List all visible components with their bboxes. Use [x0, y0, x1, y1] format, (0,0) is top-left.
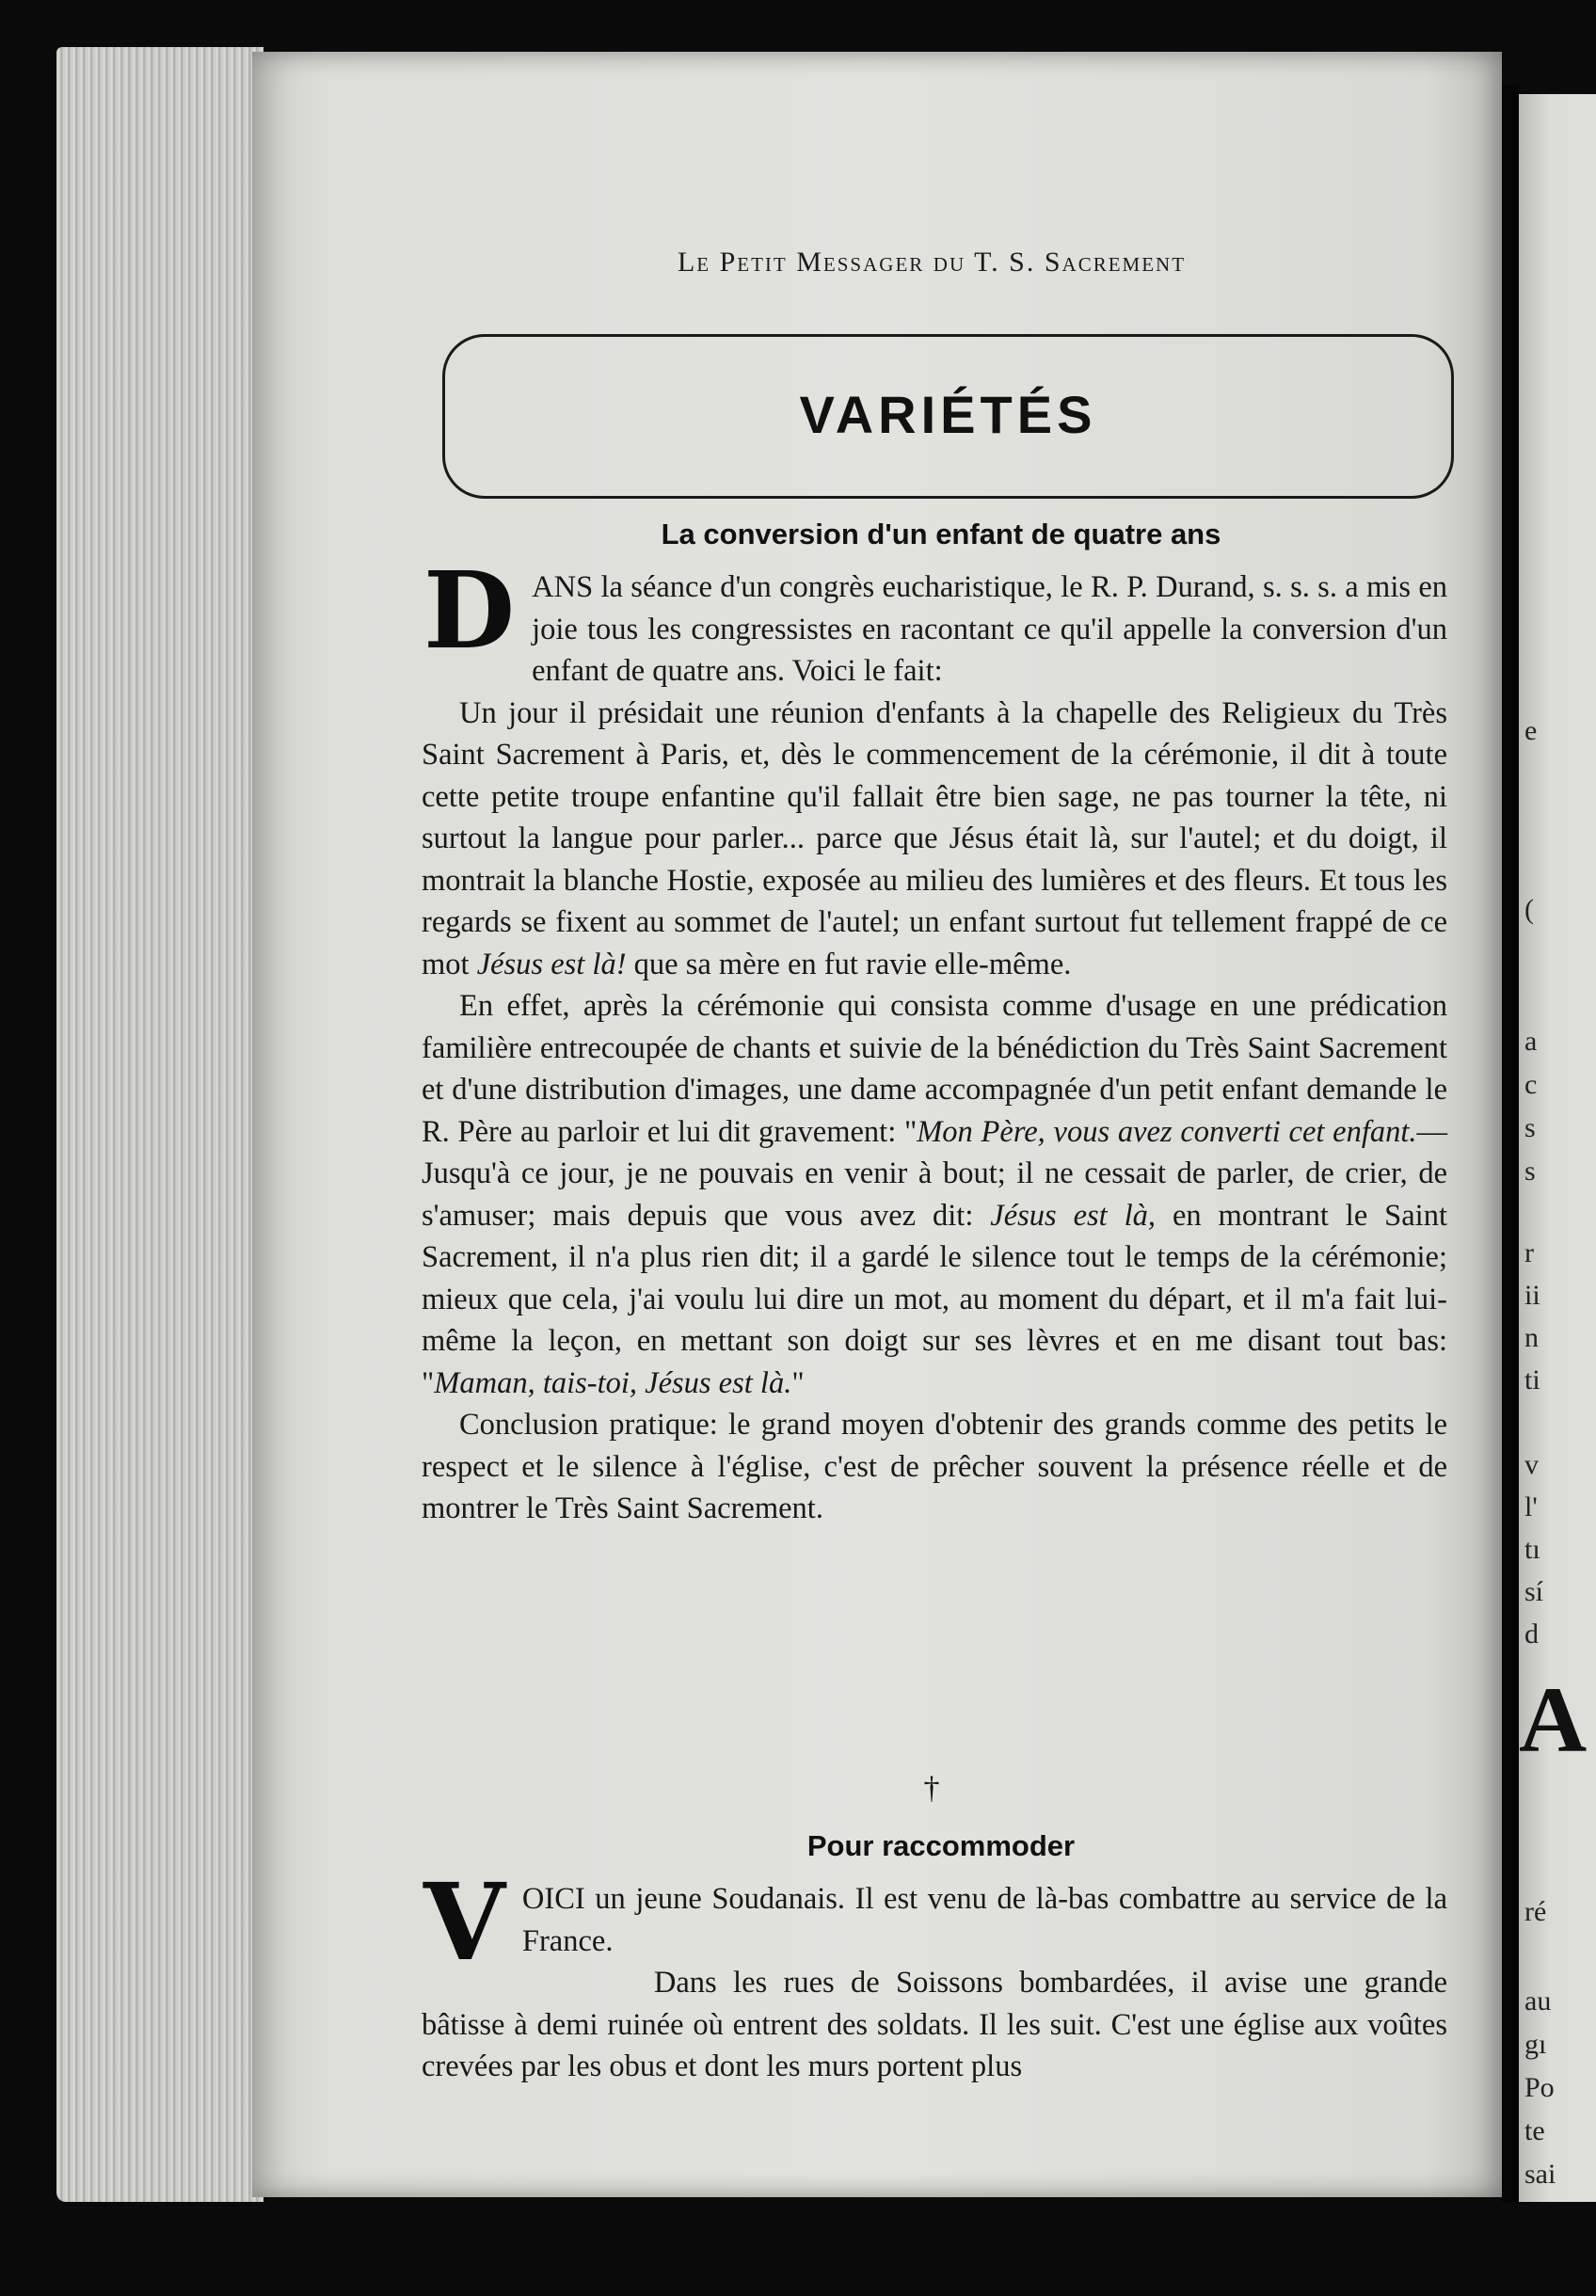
emphasis: Maman, tais-toi, Jésus est là.	[434, 1365, 792, 1400]
paragraph	[422, 1404, 1447, 1530]
section-heading-raccommoder: Pour raccommoder	[806, 1829, 1076, 1862]
paragraph	[422, 1861, 1447, 1985]
paragraph-text: — Jusqu'à ce jour, je ne pouvais en venir à bout; il ne cessait de parler, de crier, de s'amuser; mais depuis que vous avez dit:	[422, 1114, 1447, 1233]
facing-fragment: sí	[1524, 1576, 1544, 1607]
paragraph-text: que sa mère en fut ravie elle-même.	[626, 947, 1072, 981]
facing-dropcap-fragment: A	[1519, 1667, 1588, 1772]
page-stack-edge	[56, 47, 263, 2202]
facing-fragment: l'	[1524, 1491, 1538, 1523]
facing-fragment: sai	[1524, 2159, 1556, 2190]
book-gutter	[1502, 85, 1519, 2202]
title-frame	[442, 334, 1454, 499]
facing-fragment: te	[1524, 2115, 1545, 2146]
drop-cap: D	[423, 550, 516, 673]
facing-fragment: ii	[1524, 1280, 1540, 1311]
paragraph	[422, 985, 1447, 1404]
paragraph-text: En effet, après la cérémonie qui consista comme d'usage en une prédication familière entrecoupée de chants et suivie de la bénédiction du Très Saint Sacrement et d'une distribution d'images, une dame accompagnée d'un petit enfant demande le R. Père au parloir et lui dit gravement: "	[422, 989, 1447, 1149]
facing-fragment: gı	[1524, 2029, 1547, 2060]
paragraph-text: un jeune Soudanais. Il est venu de là-bas combattre au service de la France.	[521, 1882, 1447, 1958]
facing-fragment: s	[1524, 1156, 1536, 1187]
facing-fragment: e	[1524, 715, 1538, 746]
facing-fragment: Po	[1524, 2072, 1555, 2103]
lead-word: OICI	[521, 1882, 585, 1916]
facing-fragment: (	[1524, 894, 1534, 925]
facing-fragment: r	[1524, 1237, 1534, 1268]
facing-fragment: tı	[1524, 1534, 1540, 1565]
facing-fragment: c	[1524, 1069, 1538, 1100]
paragraph	[422, 1962, 1447, 2088]
emphasis: Mon Père, vous avez converti cet enfant.	[917, 1114, 1417, 1149]
facing-fragment: au	[1524, 1985, 1552, 2017]
running-head: Le Petit Messager du T. S. Sacrement	[677, 247, 1187, 278]
paragraph	[422, 693, 1447, 986]
paragraph-text: en montrant le Saint Sacrement, il n'a plus rien dit; il a gardé le silence tout le temps de la cérémonie; mieux que cela, j'ai voulu lui dire un mot, au moment du départ, et il m'a fait lui-même la leçon, en mettant son doigt sur ses lèvres et en me disant tout bas: "	[422, 1198, 1447, 1400]
paragraph-text: la séance d'un congrès eucharistique, le R. P. Durand, s. s. s. a mis en joie tous les congressistes en racontant ce qu'il appelle la conversion d'un enfant de quatre ans. Voici le fait:	[532, 570, 1447, 688]
facing-fragment: v	[1524, 1449, 1539, 1480]
article-raccommoder	[422, 1861, 1447, 2088]
facing-fragment: n	[1524, 1322, 1539, 1353]
paragraph	[422, 550, 1447, 693]
emphasis: Jésus est là!	[476, 947, 627, 981]
page-title: VARIÉTÉS	[799, 385, 1097, 444]
paragraph-text: Dans les rues de Soissons bombardées, il avise une grande bâtisse à demi ruinée où entrent des soldats. Il les suit. C'est une église aux voûtes crevées par les obus et dont les murs portent plus	[422, 1966, 1447, 2083]
emphasis: Jésus est là,	[990, 1198, 1157, 1233]
paragraph-text: "	[791, 1365, 805, 1400]
section-divider: †	[923, 1771, 940, 1806]
paragraph-text: Un jour il présidait une réunion d'enfants à la chapelle des Religieux du Très Saint Sacrement à Paris, et, dès le commencement de la cérémonie, il dit à toute cette petite troupe enfantine qu'il fallait être bien sage, ne pas tourner la tête, ni surtout la langue pour parler... parce que Jésus était là, sur l'autel; et du doigt, il montrait la blanche Hostie, exposée au milieu des lumières et des fleurs. Et tous les regards se fixent au sommet de l'autel; un enfant surtout fut tellement frappé de ce mot	[422, 695, 1447, 981]
paragraph-text: Conclusion pratique: le grand moyen d'obtenir des grands comme des petits le respect et le silence à l'église, c'est de prêcher souvent la présence réelle et de montrer le Très Saint Sacrement.	[422, 1408, 1447, 1525]
drop-cap: V	[423, 1861, 505, 1985]
facing-page-edge	[1519, 94, 1596, 2202]
section-heading-conversion: La conversion d'un enfant de quatre ans	[661, 518, 1221, 550]
facing-fragment: s	[1524, 1112, 1536, 1143]
facing-fragment: ti	[1524, 1364, 1540, 1395]
facing-fragment: d	[1524, 1618, 1539, 1650]
lead-word: ANS	[532, 570, 594, 604]
facing-fragment: ré	[1524, 1896, 1547, 1927]
facing-fragment: a	[1524, 1026, 1538, 1057]
article-conversion	[422, 550, 1447, 1530]
